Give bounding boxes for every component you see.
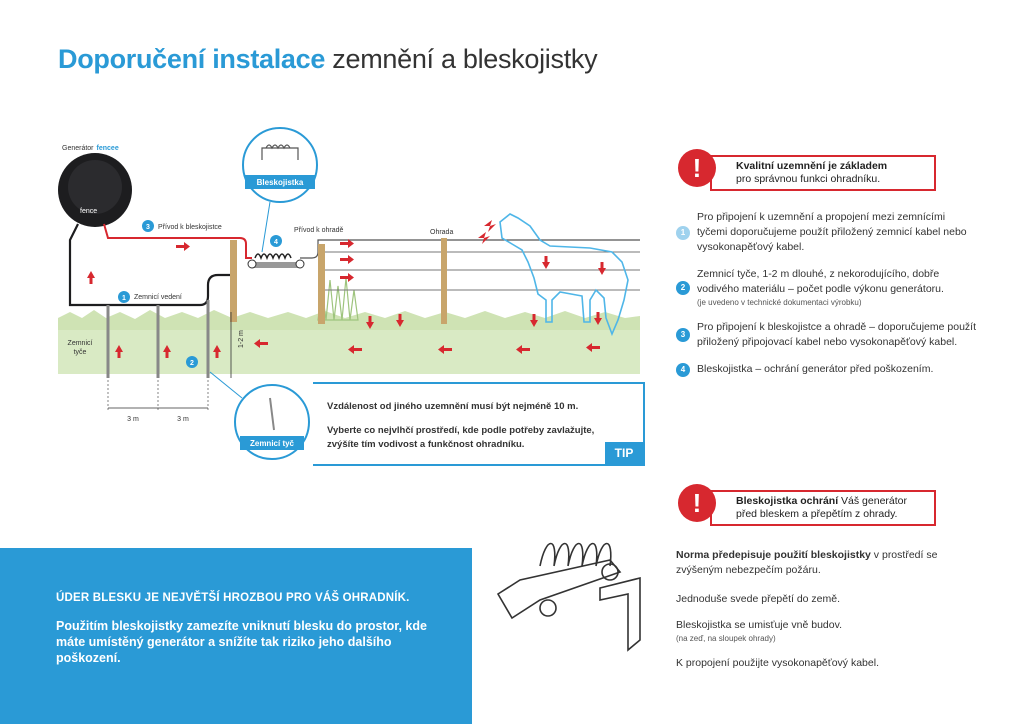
step-item-3 bbox=[676, 320, 976, 350]
spacing-label-2: 3 m bbox=[177, 416, 189, 423]
generator-face bbox=[68, 160, 122, 214]
tip-tag: TIP bbox=[605, 442, 643, 464]
step-3-number: 3 bbox=[676, 328, 690, 342]
arrow-up-1 bbox=[87, 271, 95, 284]
label-privod-bleskojistce: Přívod k bleskojistce bbox=[158, 224, 222, 231]
alert-grounding-box bbox=[710, 155, 936, 191]
label-zemnici-tyce-2: tyče bbox=[73, 349, 87, 356]
step-1-text: Pro připojení k uzemnění a propojení mezi zemnícími tyčemi doporučujeme použít přiložený zemnicí kabel nebo vysokonapěťový kabel. bbox=[697, 211, 967, 253]
arrester-callout-pointer bbox=[262, 202, 270, 252]
alert-arrester-bold: Bleskojistka ochrání bbox=[736, 495, 839, 507]
step-4-number: 4 bbox=[676, 363, 690, 377]
ground-band bbox=[58, 330, 640, 374]
tip-box bbox=[313, 382, 645, 466]
label-privod-ohrade: Přívod k ohradě bbox=[294, 227, 344, 234]
arrester-arm bbox=[498, 560, 620, 618]
depth-label: 1-2 m bbox=[238, 330, 245, 348]
step-4-text: Bleskojistka – ochrání generátor před poškozením. bbox=[697, 363, 934, 375]
step-item-4 bbox=[676, 362, 976, 377]
generator-badge: fence bbox=[80, 208, 98, 215]
step-item-1 bbox=[676, 210, 976, 255]
alert-grounding-rest: pro správnou funkci ohradníku. bbox=[736, 173, 881, 185]
step-2-text: Zemnicí tyče, 1-2 m dlouhé, z nekorodujícího, dobře vodivého materiálu – počet podle výkonu generátoru. bbox=[697, 268, 944, 295]
generator-label-brand: fencee bbox=[96, 145, 119, 152]
fence-post-2 bbox=[318, 244, 325, 324]
norm-bold: Norma předepisuje použití bleskojistky bbox=[676, 549, 871, 561]
norm-paragraph bbox=[676, 548, 976, 578]
arrester-insulator-left bbox=[248, 260, 256, 268]
arrester-callout-label: Bleskojistka bbox=[256, 178, 304, 187]
placement-note: (na zeď, na sloupek ohrady) bbox=[676, 634, 776, 643]
arrester-bracket bbox=[600, 578, 640, 650]
arrow-right-4 bbox=[340, 273, 354, 282]
step-2-number: 2 bbox=[676, 281, 690, 295]
placement-text: Bleskojistka se umisťuje vně budov. bbox=[676, 619, 842, 631]
generator-label-prefix: Generátor bbox=[62, 145, 94, 152]
marker-4-num: 4 bbox=[274, 239, 278, 246]
lightning-bolt-1 bbox=[484, 220, 496, 232]
lightning-warning-body: Použitím bleskojistky zamezíte vniknutí blesku do prostor, kde máte umístěný generátor a snížíte tak riziko jeho dalšího poškození. bbox=[56, 619, 427, 665]
alert-icon: ! bbox=[678, 149, 716, 187]
step-3-text: Pro připojení k bleskojistce a ohradě – doporučujeme použít přiložený připojovací kabel nebo vysokonapěťový kabel. bbox=[697, 321, 976, 348]
label-ohrada: Ohrada bbox=[430, 229, 454, 236]
arrow-right-3 bbox=[340, 255, 354, 264]
fence-post-1 bbox=[230, 240, 237, 322]
step-2-note: (je uvedeno v technické dokumentaci výrobku) bbox=[697, 298, 862, 307]
arrow-down-2 bbox=[598, 262, 606, 275]
title-strong: Doporučení instalace bbox=[58, 44, 326, 74]
lightning-warning-panel bbox=[0, 548, 472, 724]
arrester-base bbox=[250, 262, 302, 268]
lightning-warning-heading: ÚDER BLESKU JE NEJVĚTŠÍ HROZBOU PRO VÁŠ OHRADNÍK. bbox=[56, 592, 410, 604]
cable-paragraph: K propojení použijte vysokonapěťový kabel. bbox=[676, 657, 879, 669]
marker-1-num: 1 bbox=[122, 295, 126, 302]
overvoltage-paragraph: Jednoduše svede přepětí do země. bbox=[676, 593, 841, 605]
arrow-right-1 bbox=[176, 242, 190, 251]
arrester-ring-left bbox=[540, 600, 556, 616]
tip-line-1: Vzdálenost od jiného uzemnění musí být nejméně 10 m. bbox=[327, 401, 579, 412]
marker-2-num: 2 bbox=[190, 360, 194, 367]
marker-3-num: 3 bbox=[146, 224, 150, 231]
generator-label bbox=[62, 145, 119, 152]
arrester-callout bbox=[243, 128, 317, 202]
tip-line-2: Vyberte co nejvlhčí prostředí, kde podle potřeby zavlažujte, zvýšíte tím vodivost a funkčnost ohradníku. bbox=[327, 425, 595, 450]
arrow-down-1 bbox=[542, 256, 550, 269]
placement-paragraph bbox=[676, 618, 976, 644]
alert-arrester-rest: Váš generátor před bleskem a přepětím z ohrady. bbox=[736, 495, 908, 520]
alert-grounding-bold: Kvalitní uzemnění je základem bbox=[736, 160, 888, 172]
alert-arrester-box bbox=[710, 490, 936, 526]
steps-list bbox=[676, 210, 976, 389]
spacing-label-1: 3 m bbox=[127, 416, 139, 423]
fence-post-3 bbox=[441, 238, 447, 324]
norm-rest: v prostředí se zvýšeným nebezpečím požáru. bbox=[676, 549, 938, 576]
lightning-bolt-2 bbox=[478, 232, 490, 244]
arrester-ring-right bbox=[602, 564, 618, 580]
ground-wire bbox=[70, 224, 236, 305]
arrester-insulator-right bbox=[296, 260, 304, 268]
ground-rod-callout-pointer bbox=[210, 372, 242, 398]
step-1-number: 1 bbox=[676, 226, 690, 240]
step-item-2 bbox=[676, 267, 976, 308]
ground-rod-callout-label: Zemnicí tyč bbox=[249, 439, 295, 448]
arrester-spring bbox=[255, 254, 291, 258]
alert-icon: ! bbox=[678, 484, 716, 522]
label-zemnici-vedeni: Zemnicí vedení bbox=[134, 294, 182, 301]
arrester-drawing bbox=[498, 544, 640, 651]
label-zemnici-tyce-1: Zemnicí bbox=[67, 340, 93, 347]
title-rest: zemnění a bleskojistky bbox=[325, 44, 598, 74]
